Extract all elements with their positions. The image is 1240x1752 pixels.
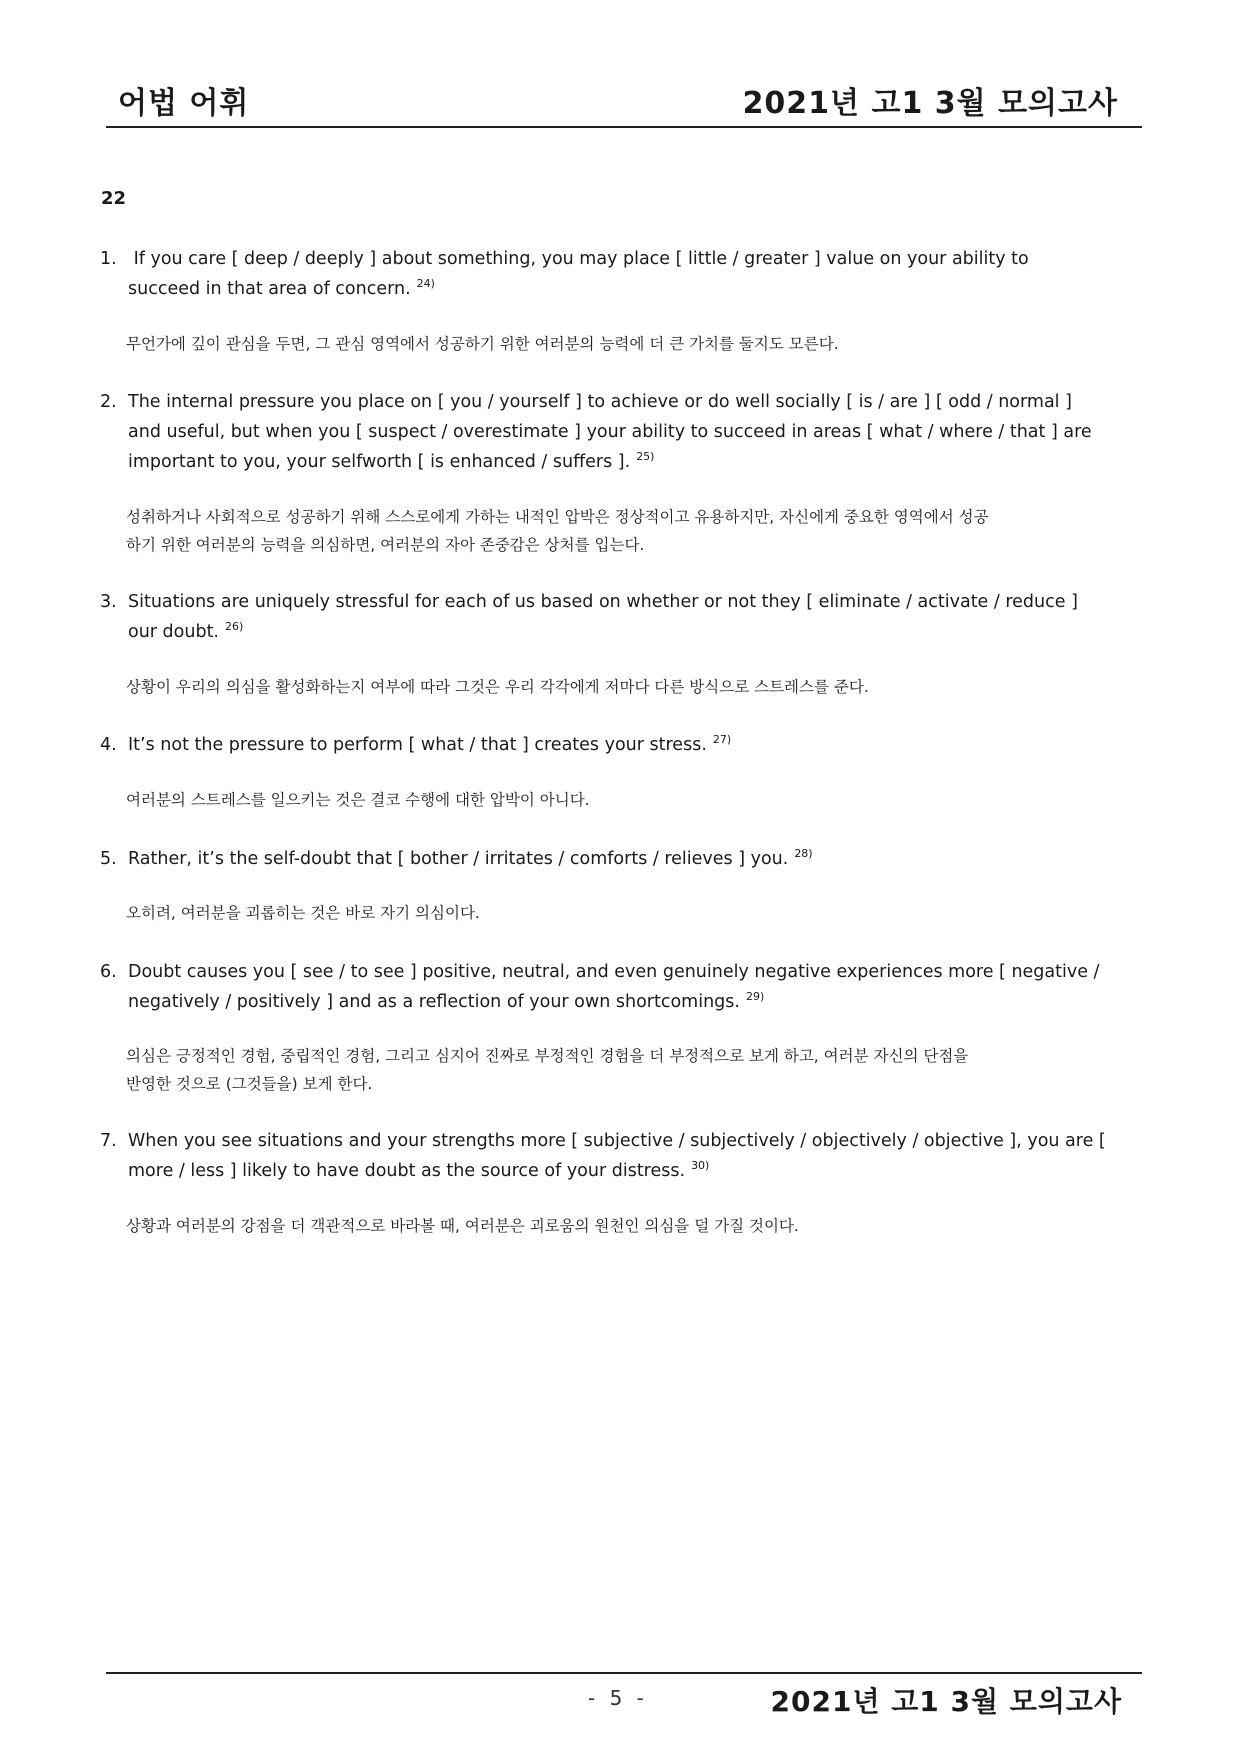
question-text: Doubt causes you [ see / to see ] positive, neutral, and even genuinely negative experiences more [ negative / (128, 962, 1100, 982)
translation-1 (126, 330, 1142, 358)
header-right-title: 2021년 고1 3월 모의고사 (742, 86, 1118, 121)
question-text: When you see situations and your strengths more [ subjective / subjectively / objectively / objective ], you are [ (128, 1131, 1106, 1151)
question-text: If you care [ deep / deeply ] about something, you may place [ little / greater ] value on your ability to (133, 249, 1029, 269)
question-text: and useful, but when you [ suspect / overestimate ] your ability to succeed in areas [ what / where / that ] are (128, 422, 1092, 442)
footnote-ref: 29) (745, 990, 765, 1003)
question-number: 3. (100, 592, 117, 612)
section-number: 22 (101, 188, 127, 209)
question-number: 7. (100, 1131, 117, 1151)
translation-3 (126, 673, 1142, 701)
translation-5 (126, 899, 1142, 927)
footer-divider (106, 1672, 1142, 1674)
question-number: 6. (100, 962, 117, 982)
question-number: 4. (100, 735, 117, 755)
question-number: 1. (100, 249, 117, 269)
question-2 (100, 387, 1142, 477)
question-text: more / less ] likely to have doubt as the source of your distress. (128, 1161, 686, 1181)
footnote-ref: 28) (794, 847, 813, 860)
translation-7 (126, 1212, 1142, 1240)
question-4 (100, 730, 1142, 760)
translation-text: 의심은 긍정적인 경험, 중립적인 경험, 그리고 심지어 진짜로 부정적인 경험을 더 부정적으로 보게 하고, 여러분 자신의 단점을 (126, 1047, 969, 1065)
translation-text: 하기 위한 여러분의 능력을 의심하면, 여러분의 자아 존중감은 상처를 입는다. (126, 536, 645, 554)
translation-6 (126, 1042, 1142, 1098)
question-text: negatively / positively ] and as a reflection of your own shortcomings. (128, 992, 740, 1012)
footnote-ref: 30) (691, 1159, 710, 1172)
translation-text: 상황이 우리의 의심을 활성화하는지 여부에 따라 그것은 우리 각각에게 저마다 다른 방식으로 스트레스를 준다. (126, 678, 869, 696)
question-text: our doubt. (128, 622, 219, 642)
translation-text: 여러분의 스트레스를 일으키는 것은 결코 수행에 대한 압박이 아니다. (126, 791, 590, 809)
translation-text: 반영한 것으로 (그것들을) 보게 한다. (126, 1075, 373, 1093)
question-number: 5. (100, 849, 117, 869)
question-text: The internal pressure you place on [ you / yourself ] to achieve or do well socially [ is / are ] [ odd / normal ] (128, 392, 1072, 412)
translation-2 (126, 503, 1142, 559)
question-5 (100, 844, 1142, 874)
header-left-title: 어법 어휘 (118, 86, 250, 121)
header-divider (106, 126, 1142, 128)
translation-text: 오히려, 여러분을 괴롭히는 것은 바로 자기 의심이다. (126, 904, 480, 922)
page-number: - 5 - (588, 1686, 648, 1710)
translation-text: 상황과 여러분의 강점을 더 객관적으로 바라볼 때, 여러분은 괴로움의 원천인 의심을 덜 가질 것이다. (126, 1217, 799, 1235)
footnote-ref: 25) (636, 450, 655, 463)
question-1 (100, 244, 1142, 304)
question-3 (100, 587, 1142, 647)
question-text: succeed in that area of concern. (128, 279, 411, 299)
footer-title: 2021년 고1 3월 모의고사 (770, 1685, 1122, 1718)
footnote-ref: 24) (416, 277, 435, 290)
question-text: Rather, it’s the self-doubt that [ bother / irritates / comforts / relieves ] you. (128, 849, 789, 869)
question-text: important to you, your selfworth [ is enhanced / suffers ]. (128, 452, 631, 472)
question-7 (100, 1126, 1142, 1186)
question-text: Situations are uniquely stressful for each of us based on whether or not they [ eliminate / activate / reduce ] (128, 592, 1078, 612)
translation-text: 무언가에 깊이 관심을 두면, 그 관심 영역에서 성공하기 위한 여러분의 능력에 더 큰 가치를 둘지도 모른다. (126, 335, 839, 353)
footnote-ref: 26) (225, 620, 244, 633)
translation-text: 성취하거나 사회적으로 성공하기 위해 스스로에게 가하는 내적인 압박은 정상적이고 유용하지만, 자신에게 중요한 영역에서 성공 (126, 508, 989, 526)
question-number: 2. (100, 392, 117, 412)
question-text: It’s not the pressure to perform [ what / that ] creates your stress. (128, 735, 707, 755)
translation-4 (126, 786, 1142, 814)
question-6 (100, 957, 1142, 1017)
footnote-ref: 27) (712, 733, 732, 746)
